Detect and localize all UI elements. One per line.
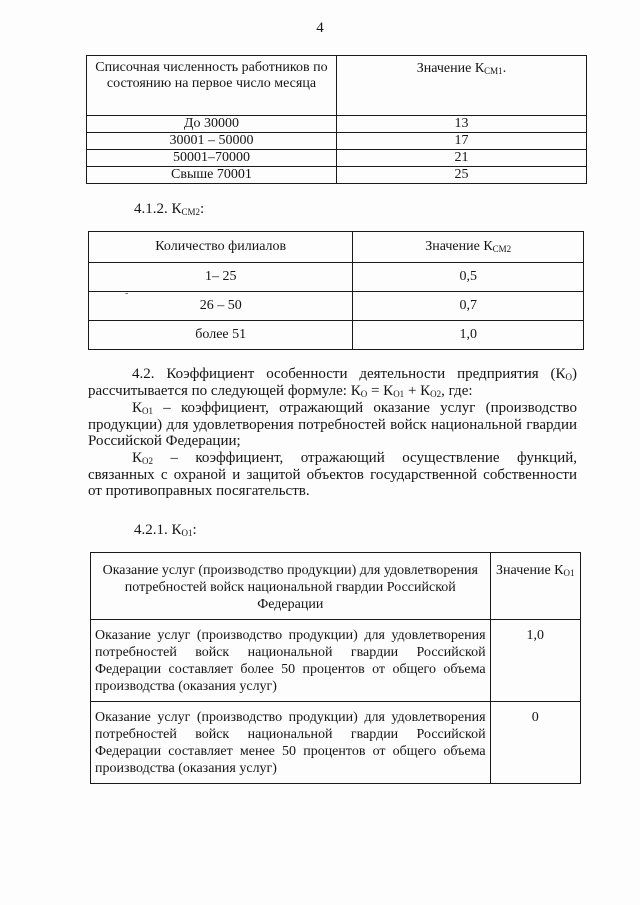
cell-condition: Оказание услуг (производство продукции) для удовлетворения потребностей войск национальной гвардии Российской Федерации составляет менее 50 процентов от общего объема производства (оказания услуг) xyxy=(91,702,491,784)
cell-range: 26 – 50 xyxy=(89,292,353,321)
table-row xyxy=(87,133,587,150)
cell-range: Свыше 70001 xyxy=(87,167,337,184)
header-value-ksm2: Значение $К_{СМ2}$ xyxy=(353,232,584,263)
cell-condition: Оказание услуг (производство продукции) для удовлетворения потребностей войск национальной гвардии Российской Федерации составляет более 50 процентов от общего объема производства (оказания услуг) xyxy=(91,620,491,702)
cell-value: 1,0 xyxy=(490,620,580,702)
cell-value: 13 xyxy=(336,116,586,133)
table-header-row xyxy=(89,232,584,263)
table-row xyxy=(91,702,581,784)
paragraph-ko2-definition: $К_{О2}$ – коэффициент, отражающий осуществление функций, связанных с охраной и защитой объектов государственной собственности от противоправных посягательств. xyxy=(88,450,577,499)
table-branch-count xyxy=(88,231,584,350)
table-row xyxy=(87,167,587,184)
paragraph-ko1-definition: $К_{О1}$ – коэффициент, отражающий оказание услуг (производство продукции) для удовлетворения потребностей войск национальной гвардии Российской Федерации; xyxy=(88,400,577,449)
header-value-ko1: Значение $К_{О1}$ xyxy=(490,553,580,620)
table-row xyxy=(89,292,584,321)
section-4-1-2-heading: 4.1.2. $К_{СМ2}$: xyxy=(134,201,205,217)
table-header-row xyxy=(91,553,581,620)
cell-value: 21 xyxy=(336,150,586,167)
cell-range: 30001 – 50000 xyxy=(87,133,337,150)
header-value-ksm1: Значение $К_{СМ1}$. xyxy=(336,56,586,116)
cell-range: 1– 25 xyxy=(89,263,353,292)
scan-speck: - xyxy=(125,288,129,299)
table-row xyxy=(91,620,581,702)
cell-range: До 30000 xyxy=(87,116,337,133)
cell-value: 0,5 xyxy=(353,263,584,292)
cell-range: более 51 xyxy=(89,321,353,350)
paragraph-4-2: 4.2. Коэффициент особенности деятельности предприятия $(К_О)$ рассчитывается по следующей формуле: $К_О = К_{О1} + К_{О2}$, где: xyxy=(88,366,577,399)
table-row xyxy=(89,263,584,292)
cell-value: 17 xyxy=(336,133,586,150)
header-employee-count: Списочная численность работников по состоянию на первое число месяца xyxy=(87,56,337,116)
cell-value: 0,7 xyxy=(353,292,584,321)
table-header-row xyxy=(87,56,587,116)
page-number: 4 xyxy=(316,20,324,36)
header-branch-count: Количество филиалов xyxy=(89,232,353,263)
table-row xyxy=(87,116,587,133)
cell-value: 0 xyxy=(490,702,580,784)
cell-value: 25 xyxy=(336,167,586,184)
table-services-share xyxy=(90,552,581,784)
table-row xyxy=(87,150,587,167)
section-4-2-1-heading: 4.2.1. $К_{О1}$: xyxy=(134,522,197,538)
cell-range: 50001–70000 xyxy=(87,150,337,167)
header-services: Оказание услуг (производство продукции) для удовлетворения потребностей войск национальной гвардии Российской Федерации xyxy=(91,553,491,620)
table-employee-count xyxy=(86,55,587,184)
table-row xyxy=(89,321,584,350)
cell-value: 1,0 xyxy=(353,321,584,350)
